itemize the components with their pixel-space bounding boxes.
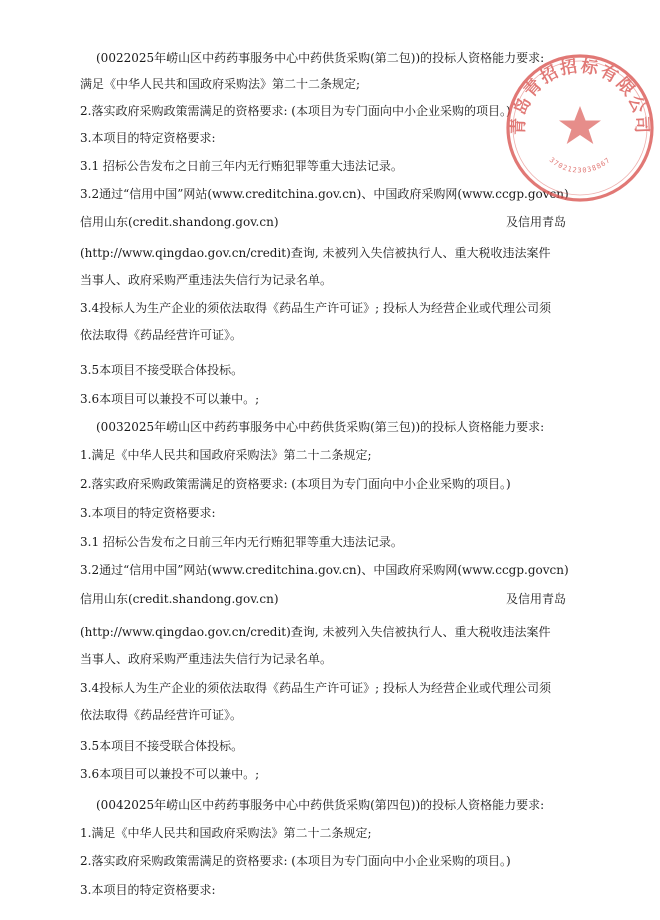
- text-line: 当事人、政府采购严重违法失信行为记录名单。: [80, 652, 333, 666]
- text-line: [80, 591, 580, 607]
- text-line: (http://www.qingdao.gov.cn/credit)查询, 未被列入失信被执行人、重大税收违法案件: [80, 625, 551, 639]
- text-line: 2.落实政府采购政策需满足的资格要求: (本项目为专门面向中小企业采购的项目。): [80, 104, 511, 118]
- text-line: [80, 214, 580, 230]
- text-line: 当事人、政府采购严重违法失信行为记录名单。: [80, 273, 333, 287]
- package-4-heading: (0042025年崂山区中药药事服务中心中药供货采购(第四包))的投标人资格能力要求:: [96, 798, 545, 812]
- text-line: 3.本项目的特定资格要求:: [80, 131, 216, 145]
- svg-text:青岛青招招标有限公司: [508, 55, 652, 135]
- text-line: 2.落实政府采购政策需满足的资格要求: (本项目为专门面向中小企业采购的项目。): [80, 854, 511, 868]
- credit-qingdao-text: 及信用青岛: [506, 592, 567, 606]
- credit-shandong-text: 信用山东(credit.shandong.gov.cn): [80, 215, 279, 229]
- text-line: 1.满足《中华人民共和国政府采购法》第二十二条规定;: [80, 448, 372, 462]
- text-line: (http://www.qingdao.gov.cn/credit)查询, 未被列入失信被执行人、重大税收违法案件: [80, 246, 551, 260]
- text-line: 3.4投标人为生产企业的须依法取得《药品生产许可证》; 投标人为经营企业或代理公司须: [80, 301, 551, 315]
- text-line: 3.1 招标公告发布之日前三年内无行贿犯罪等重大违法记录。: [80, 159, 403, 173]
- text-line: 3.本项目的特定资格要求:: [80, 506, 216, 520]
- text-line: 3.本项目的特定资格要求:: [80, 883, 216, 897]
- credit-qingdao-text: 及信用青岛: [506, 215, 567, 229]
- text-line: 3.4投标人为生产企业的须依法取得《药品生产许可证》; 投标人为经营企业或代理公司须: [80, 681, 551, 695]
- seal-name-text: 青岛青招招标有限公司: [508, 56, 652, 136]
- text-line: 3.5本项目不接受联合体投标。: [80, 363, 244, 377]
- text-line: 3.6本项目可以兼投不可以兼中。;: [80, 392, 260, 406]
- package-2-heading: (0022025年崂山区中药药事服务中心中药供货采购(第二包))的投标人资格能力要求:: [96, 51, 545, 65]
- credit-shandong-text: 信用山东(credit.shandong.gov.cn): [80, 592, 279, 606]
- text-line: 依法取得《药品经营许可证》。: [80, 328, 243, 342]
- text-line: 依法取得《药品经营许可证》。: [80, 708, 243, 722]
- seal-code-text: 3702123038867: [547, 155, 613, 175]
- text-line: 3.2通过“信用中国”网站(www.creditchina.gov.cn)、中国政府采购网(www.ccgp.govcn): [80, 563, 569, 577]
- text-line: 3.2通过“信用中国”网站(www.creditchina.gov.cn)、中国政府采购网(www.ccgp.govcn): [80, 187, 569, 201]
- company-seal-stamp: [500, 48, 660, 208]
- text-line: 3.1 招标公告发布之日前三年内无行贿犯罪等重大违法记录。: [80, 535, 403, 549]
- text-line: 1.满足《中华人民共和国政府采购法》第二十二条规定;: [80, 826, 372, 840]
- package-3-heading: (0032025年崂山区中药药事服务中心中药供货采购(第三包))的投标人资格能力要求:: [96, 420, 545, 434]
- text-line: 2.落实政府采购政策需满足的资格要求: (本项目为专门面向中小企业采购的项目。): [80, 477, 511, 491]
- text-line: 3.5本项目不接受联合体投标。: [80, 739, 244, 753]
- text-line: 3.6本项目可以兼投不可以兼中。;: [80, 767, 260, 781]
- text-line: 满足《中华人民共和国政府采购法》第二十二条规定;: [80, 77, 361, 91]
